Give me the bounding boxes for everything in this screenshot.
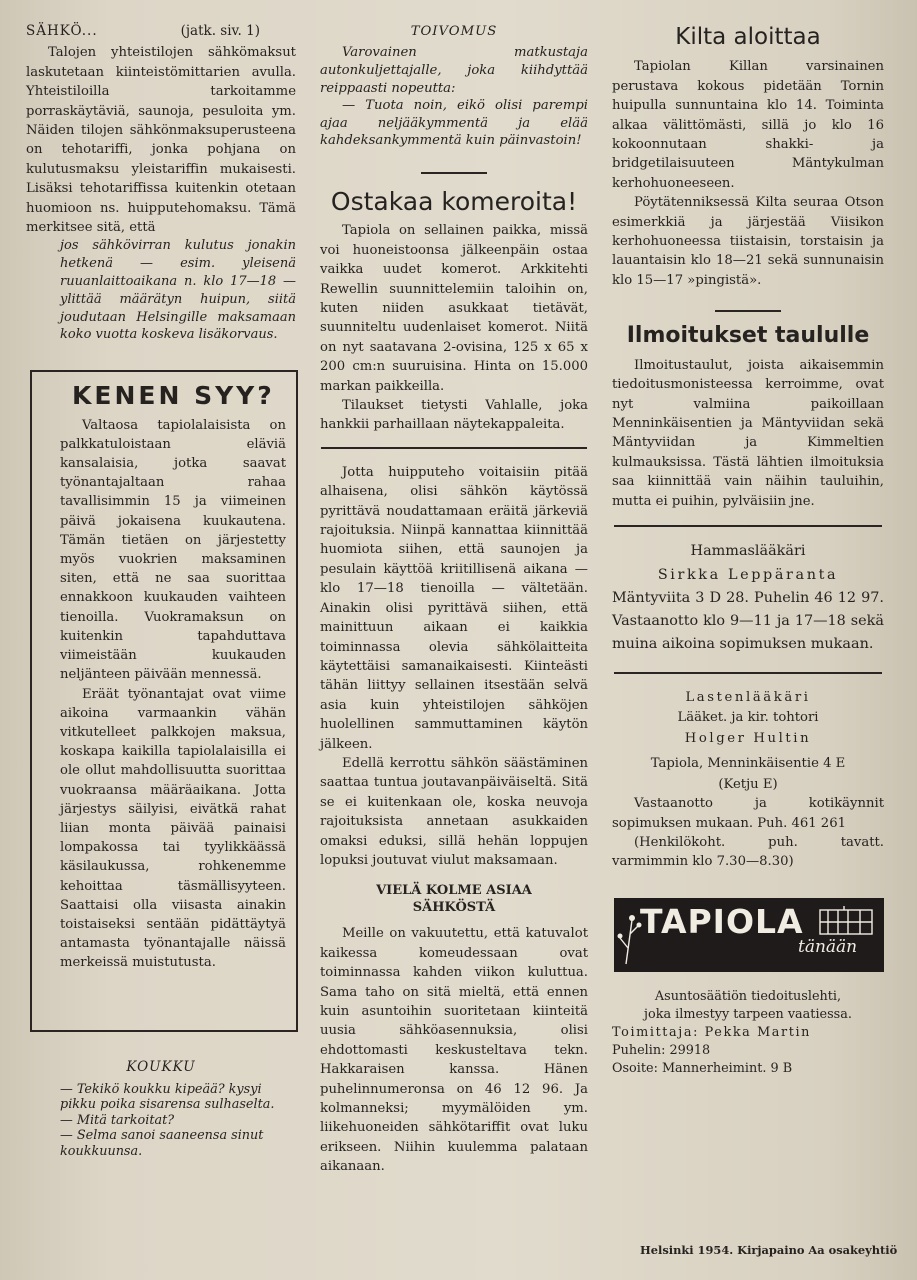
long-divider xyxy=(321,447,587,449)
kenen-syy-box xyxy=(30,370,298,1032)
koukku-title: KOUKKU xyxy=(126,1059,196,1076)
colophon-line-1: Asuntosäätiön tiedoituslehti, xyxy=(654,988,842,1004)
logo-title: TAPIOLA xyxy=(640,901,804,941)
continuation-header xyxy=(26,22,296,41)
colophon-line-4: Puhelin: 29918 xyxy=(612,1042,711,1058)
ostakaa-paragraph-2: Tilaukset tietysti Vahlalle, joka hankkii parhaillaan näytekappaleita. xyxy=(320,398,588,433)
ostakaa-title: Ostakaa komeroita! xyxy=(330,186,578,216)
lastenlaakari-ad xyxy=(612,688,884,872)
kilta-title: Kilta aloittaa xyxy=(675,24,821,50)
koukku-line-2: — Mitä tarkoitat? xyxy=(60,1112,175,1128)
kilta-paragraph-2: Pöytätenniksessä Kilta seuraa Otson esimerkkiä ja järjestää Viisikon kerhohuoneessa tiistaisin, torstaisin ja lauantaisin klo 18—21 sekä sunnunaisin klo 15—17 »pingistä». xyxy=(612,195,884,288)
huippu-paragraph-2: Edellä kerrottu sähkön säästäminen saattaa tuntua joutavanpäiväiseltä. Sitä se ei kuitenkaan ole, koska neuvoja rajoituksista annetaan asukkaiden omaksi eduksi, sillä hehän loppujen lopuksi joutuvat viulut maksamaan. xyxy=(320,755,588,868)
short-divider xyxy=(421,172,487,174)
electricity-italic-paragraph: jos sähkövirran kulutus jonakin hetkenä — esim. yleisenä ruuanlaittoaikana n. klo 17—18 — ylittää määrätyn huipun, siitä joudutaan Helsingille maksamaan koko vuotta koskeva lisäkorvaus. xyxy=(60,238,296,343)
lasten-address-1: Tapiola, Menninkäisentie 4 E xyxy=(650,755,846,771)
lasten-subtitle: Lääket. ja kir. tohtori xyxy=(677,710,819,726)
toivomus-title: TOIVOMUS xyxy=(410,24,498,39)
lasten-address-2: (Ketju E) xyxy=(718,776,778,792)
hammas-title: Hammaslääkäri xyxy=(690,542,806,559)
colophon xyxy=(612,988,884,1078)
koukku-line-1: — Tekikö koukku kipeää? kysyi pikku poika sisarensa sulhaselta. xyxy=(60,1081,275,1113)
lasten-name: Holger Hultin xyxy=(684,731,812,747)
viela-title-line-2: SÄHKÖSTÄ xyxy=(412,900,496,916)
toivomus-paragraph-1: Varovainen matkustaja autonkuljettajalle, joka kiihdyttää reippaasti nopeutta: xyxy=(320,45,588,96)
lasten-title: Lastenlääkäri xyxy=(685,689,811,705)
logo-script: tänään xyxy=(798,936,858,957)
colophon-line-5: Osoite: Mannerheimint. 9 B xyxy=(612,1060,793,1076)
lasten-paragraph-1: Vastaanotto ja kotikäynnit sopimuksen mukaan. Puh. 461 261 xyxy=(612,796,884,831)
viela-title-line-1: VIELÄ KOLME ASIAA xyxy=(376,883,532,899)
kilta-paragraph-1: Tapiolan Killan varsinainen perustava kokous pidetään Tornin huipulla sunnuntaina klo 14. Toiminta alkaa välittömästi, sillä jo klo 16 kokoonnutaan shakki- ja bridgetilaisuuteen Mäntykulman kerhohuoneeseen. xyxy=(612,59,884,191)
printer-footer: Helsinki 1954. Kirjapaino Aa osakeyhtiö xyxy=(640,1243,898,1257)
header-continuation: (jatk. siv. 1) xyxy=(180,23,260,39)
ilmoitukset-paragraph: Ilmoitustaulut, joista aikaisemmin tiedoitusmonisteessa kerroimme, ovat nyt valmiina paikoillaan Menninkäisentien ja Mäntyviidan sekä Mäntyviidan ja Kimmeltien kulmauksissa. Tästä lähtien ilmoituksia saa kiinnittää vain näihin tauluihin, mutta ei puihin, pylväisiin jne. xyxy=(612,357,884,509)
huippu-paragraph-1: Jotta huipputeho voitaisiin pitää alhaisena, olisi sähkön käytössä pyrittävä noudattamaan eräitä järkeviä rajoituksia. Niinpä kannattaa kiinnittää huomiota siihen, että saunojen ja pesulain käyttöä kriitillisenä aikana — klo 17—18 tienoilla — vältetään. Ainakin olisi pyrittävä siihen, että mainittuun aikaan ei kaikkia toiminnassa olevia sähkölaitteita käytettäisi samanaikaisesti. Kiinteästi tähän liittyy sellainen itsestään selvä asia kuin yhteistilojen sähköjen huolellinen sammuttaminen käytön jälkeen. xyxy=(320,464,588,752)
koukku-dialog xyxy=(26,1082,296,1160)
lasten-paragraph-2: (Henkilökoht. puh. tavatt. varmimmin klo 7.30—8.30) xyxy=(612,834,884,870)
kenen-syy-paragraph-1: Valtaosa tapiolalaisista on palkkatuloistaan eläviä kansalaisia, jotka saavat työnantajaltaan rahaa tavallisimmin 15 ja viimeinen päivä jokaisena kuukautena. Tämän tietäen on järjestetty myös vuokrien maksaminen siten, että ne saa suorittaa ennakkoon kuukauden vaihteen tienoilla. Vuokramaksun on kuitenkin tapahduttava viimeistään kuukauden neljänteen päivään mennessä. xyxy=(60,417,286,683)
ad-divider-2 xyxy=(614,672,882,674)
toivomus-paragraph-2: — Tuota noin, eikö olisi parempi ajaa neljääkymmentä ja elää kahdeksankymmentä kuin päinvastoin! xyxy=(320,98,588,149)
ostakaa-paragraph-1: Tapiola on sellainen paikka, missä voi huoneistoonsa jälkeenpäin ostaa vaikka uudet komerot. Arkkitehti Rewellin suunnittelemiin taloihin on, kuten niiden asukkaat tietävät, suunniteltu uudenlaiset komerot. Niitä on nyt saatavana 2-ovisina, 125 x 65 x 200 cm:n suuruisina. Hinta on 15.000 markan paikkeilla. xyxy=(320,223,588,394)
colophon-line-3: Toimittaja: Pekka Martin xyxy=(612,1024,811,1040)
kenen-syy-title: KENEN SYY? xyxy=(72,381,275,411)
column-middle xyxy=(320,22,588,1177)
hammaslaakari-ad xyxy=(612,539,884,656)
header-title: SÄHKÖ... xyxy=(26,23,98,39)
colophon-line-2: joka ilmestyy tarpeen vaatiessa. xyxy=(644,1006,852,1022)
viela-paragraph: Meille on vakuutettu, että katuvalot kaikessa komeudessaan ovat toiminnassa kahden viikon kuluttua. Sama taho on sitä mieltä, että ennen kuin asuntoihin suoritetaan kiinteitä uusia sähköasennuksia, olisi ehdottomasti keskusteltava tekn. Hakkaraisen kanssa. Hänen puhelinnumeronsa on 46 12 96. Ja kolmanneksi; myymälöiden ym. liikehuoneiden sähkötariffit ovat luku erikseen. Niihin kuulemma palataan aikanaan. xyxy=(320,926,588,1175)
koukku-line-3: — Selma sanoi saaneensa sinut koukkuunsa. xyxy=(60,1128,264,1159)
electricity-paragraph: Talojen yhteistilojen sähkömaksut laskutetaan kiinteistömittarien avulla. Yhteistiloilla tarkoitamme porraskäytäviä, saunoja, pesuloita ym. Näiden tilojen sähkönmaksuperusteena on tehotariffi, jonka pohjana on kulutusmaksu yleistariffin mukaisesti. Lisäksi tehotariffissa kuitenkin otetaan huomioon ns. huipputehomaksu. Tämä merkitsee sitä, että xyxy=(26,45,296,236)
column-left xyxy=(26,22,296,1159)
column-right xyxy=(612,22,884,1078)
hammas-name: Sirkka Leppäranta xyxy=(657,566,839,583)
short-divider-right xyxy=(715,310,781,312)
ad-divider-1 xyxy=(614,525,882,527)
ilmoitukset-title: Ilmoitukset taululle xyxy=(626,323,870,349)
hammas-details: Mäntyviita 3 D 28. Puhelin 46 12 97. Vastaanotto klo 9—11 ja 17—18 sekä muina aikoina sopimuksen mukaan. xyxy=(612,589,884,652)
viela-title xyxy=(320,882,588,916)
kenen-syy-paragraph-2: Eräät työnantajat ovat viime aikoina varmaankin vähän vitkutelleet palkkojen maksua, koskapa kaikilla tapiolalaisilla ei ole ollut mahdollisuutta suorittaa vuokraansa määräaikana. Jotta järjestys säilyisi, eivätkä rahat liian monta päivää painaisi lompakossa tai tyylikkäässä käsilaukussa, rohkenemme kehoittaa täsmällisyyteen. Saattaisi olla viisasta ainakin toistaiseksi sentään pidättäytyä antamasta työnantajalle näissä merkeissä muistutusta. xyxy=(60,686,286,971)
tapiola-logo xyxy=(614,898,884,972)
